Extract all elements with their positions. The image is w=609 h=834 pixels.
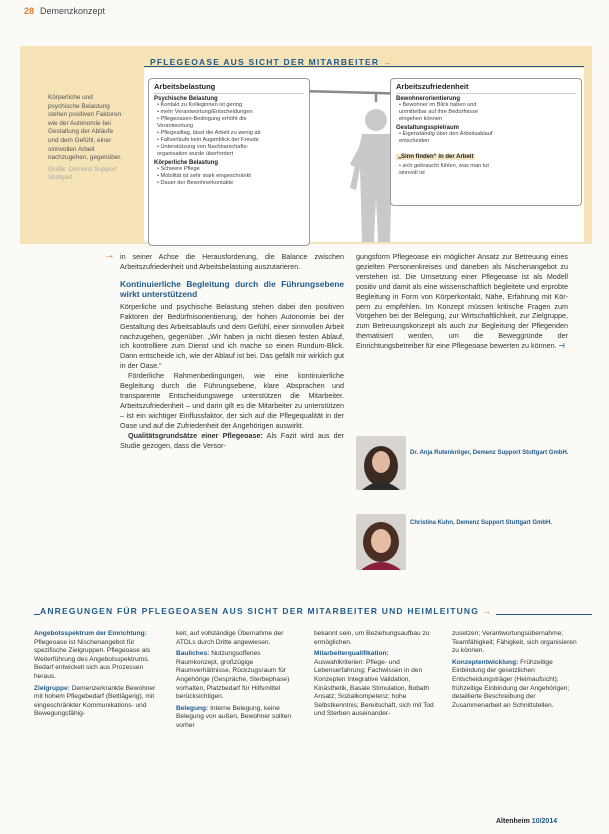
recommendations-column-2	[176, 630, 300, 734]
box-list-item: • Unterstützung von Nachbarschafts-	[157, 144, 249, 150]
recommendation-text: Demenzerkrankte Bewohner mit hohem Pflegebedarf (Bettlägerig), mit eingeschränkter Kommunikations- und Bewegungsfähig-	[34, 684, 156, 718]
author-portrait-illustration	[356, 436, 406, 490]
bottom-section-title: ANREGUNGEN FÜR PFLEGEOASEN AUS SICHT DER MITARBEITER UND HEIMLEITUNG →	[40, 606, 496, 616]
box-list-item: • Kontakt zu Kolleginnen ist gering	[157, 102, 242, 108]
recommendation-text: Frühzeitige Einbindung der gesetzlichen Entscheidungsträger (Heimaufsicht); frühzeitige Einbindung der Angehörigen; detaillierte Beschreibung der Zusammenarbeit an Schnittstellen.	[452, 658, 570, 709]
arrow-right-icon: →	[382, 57, 393, 67]
recommendation-text: Pflegeoase ist Nischenangebot für spezifische Zielgruppen. Pflegeoase als Weiterführung des Angebotsspektrums. Bedarf entwickelt sich aus Prozessen heraus.	[34, 638, 151, 680]
workload-box-title: Arbeitsbelastung	[154, 82, 304, 94]
box-subheading: Körperliche Belastung	[154, 160, 219, 166]
article-paragraph: Körperliche und psychische Belastung stehen dabei den positiven Faktoren der Bedürfnisorientierung, der hohen Autonomie bei der Gestaltung des Arbeitsablaufs und dem Gefühl, einer sinnvollen Arbeit nachzugehen, gegenüber. „Wir haben ja nicht diesen festen Ablauf, ich kontrolliere zum Dienst und ich mache so einen Rundum-Blick. Dann entscheide ich, wie der Ablauf ist bei. Das gefällt mir wirklich gut in der Oase.“	[120, 301, 344, 371]
article-subheading: Kontinuierliche Begleitung durch die Führungsebene wirkt unterstützend	[120, 278, 344, 300]
recommendation-text: bekannt sein, um Beziehungsaufbau zu ermöglichen.	[314, 630, 430, 646]
article-end-mark: ⊣	[558, 341, 565, 351]
recommendation-key: Belegung:	[176, 704, 209, 712]
box-list-item: • Eigenständig über den Arbeitsablauf	[399, 131, 493, 137]
recommendation-key: Bauliches:	[176, 650, 210, 658]
box-list-item: entscheiden	[399, 138, 430, 144]
page-footer	[496, 818, 557, 825]
recommendation-text: keit, auf vollständige Übernahme der ATDLs durch Dritte angewiesen.	[176, 630, 284, 646]
recommendations-column-4	[452, 630, 580, 713]
recommendation-key: Konzeptentwicklung:	[452, 658, 519, 666]
author-photo-rutenkroeger	[356, 436, 406, 490]
author-photo-kuhn	[356, 514, 406, 570]
recommendation-key: Zielgruppe:	[34, 684, 70, 692]
issue-number: 10/2014	[531, 818, 558, 825]
box-list-item: • sich gebraucht fühlen, was man tut	[399, 163, 489, 169]
top-section-title: PFLEGEOASE AUS SICHT DER MITARBEITER →	[150, 57, 393, 67]
section-title: Demenzkonzept	[40, 6, 106, 16]
page-header	[24, 6, 105, 16]
page-number: 28	[24, 6, 35, 16]
box-subheading-highlighted: „Sinn finden“ in der Arbeit	[398, 154, 474, 160]
article-column-2	[356, 252, 568, 351]
workload-box	[148, 78, 310, 246]
recommendation-text: Interne Belegung, keine Belegung von außen, Bewohner sollten vorher	[176, 704, 292, 729]
box-list-item: sinnvoll ist	[399, 170, 425, 176]
recommendation-key: Mitarbeiterqualifikation:	[314, 650, 389, 658]
figure-caption	[48, 94, 122, 183]
recommendations-column-1	[34, 630, 164, 722]
box-list-item: • Dauer der Bewohnerkontakte	[157, 180, 234, 186]
article-lead: in seiner Achse die Herausforderung, die Balance zwischen Arbeitszufriedenheit und Arbeitsbelastung auszutarieren.	[120, 252, 344, 271]
box-list-item: unmittelbar auf ihre Bedürfnisse	[399, 109, 478, 115]
box-list-item: • Mobilität ist sehr stark eingeschränkt	[157, 173, 251, 179]
job-satisfaction-box	[390, 78, 582, 206]
continuation-arrow-icon: →	[104, 249, 115, 261]
recommendation-text: Auswahlkriterien: Pflege- und Lebenserfahrung; Fachwissen in den Konzepten Integrative Validation, Kinästhetik, Basale Stimulation, Bobath Ansatz; Sozialkompetenz; hohe Selbstkenntnis; Bereitschaft, sich mit Tod und Sterben auseinander-	[314, 658, 434, 718]
box-list-item: eingehen können	[399, 116, 442, 122]
recommendation-text: Nutzungsoffenes Raumkonzept, großzügige Raumverhältnisse, Rückzugsraum für Angehörige (Gespräche, Sterbephase) vorhalten, Platzbedarf für Hilfsmittel berücksichtigen.	[176, 650, 290, 701]
box-subheading: Bewohnerorientierung	[396, 96, 461, 102]
author-portrait-illustration	[356, 514, 406, 570]
box-subheading: Gestaltungsspielraum	[396, 125, 460, 131]
author-caption: Dr. Anja Rutenkröger, Demenz Support Stuttgart GmbH.	[410, 450, 569, 456]
box-list-item: • Pflegealltag, lässt die Arbeit zu wenig ab	[157, 130, 261, 136]
author-caption: Christina Kuhn, Demenz Support Stuttgart GmbH.	[410, 520, 552, 526]
magazine-name: Altenheim	[496, 818, 530, 825]
box-list-item: • Bewohner im Blick haben und	[399, 102, 477, 108]
recommendations-column-3	[314, 630, 438, 722]
arrow-right-icon: →	[482, 606, 493, 616]
caption-source: Grafik: Demenz Support Stuttgart	[48, 165, 117, 182]
article-paragraph: gungsform Pflegeoase ein möglicher Ansatz zur Betreuung eines gezielten Personenkreises und daneben als Nischenangebot zu verstehen ist. Die Umsetzung einer Pflegeoase ist als Modell positiv und damit als eine wissenschaftlich begleitete und erprobte Begleitung in Form von Körperkontakt, Nähe, Erfahrung mit Kör- pern zu empfehlen. Im Konzept müssen kritische Fragen zum Vorgehen bei der Belegung, zur Wirtschaftlichkeit, zur Zielgruppe, zum Betreuungskonzept als auch zur Begleitung der Pflegenden thematisiert werden, um die Beweggründe der Einrichtungsbetreiber für eine Pflegeoase bewerten zu können.	[356, 252, 568, 351]
article-paragraph: Förderliche Rahmenbedingungen, wie eine kontinuierliche Begleitung durch die Führungsebene, klare Absprachen und transparente Entscheidungswege unterstützen die Mitarbeiter. Arbeitszufriedenheit – und darin gilt es die Mitarbeiter zu unterstützen – ist ein wichtiger Einflussfaktor, der sich auf die Pflegequalität in der Oase und auf die Zufriedenheit der Angehörigen auswirkt.	[120, 371, 344, 430]
box-list-item: • Schwere Pflege	[157, 166, 200, 172]
box-list-item: • Fallverläufe kein Augenblick der Freude	[157, 137, 259, 143]
caption-text: Körperliche und psychische Belastung stehen positiven Faktoren wie der Autonomie bei Gestaltung der Abläufe und dem Gefühl, einer sinnvollen Arbeit nachzugehen, gegenüber.	[48, 94, 122, 162]
article-inline-heading: Qualitätsgrundsätze einer Pflegeoase:	[128, 430, 263, 440]
article-paragraph: Als Fazit wird aus der Studie gezogen, dass die Versor-	[120, 430, 344, 450]
recommendation-text: zusetzen; Verantwortungsübernahme; Teamfähigkeit; Fähigkeit, sich organisieren zu können.	[452, 630, 577, 655]
box-list-item: organisation wurde überfordert	[157, 151, 234, 157]
box-list-item: • mehr Verantwortung/Entscheidungen	[157, 109, 253, 115]
article-column-1	[104, 249, 344, 450]
box-list-item: • Pflegeoasen-Bedingung erhöht die	[157, 116, 247, 122]
job-satisfaction-box-title: Arbeitszufriedenheit	[396, 82, 576, 94]
box-list-item: Verantwortung	[157, 123, 194, 129]
workload-figure	[144, 68, 584, 242]
recommendation-key: Angebotsspektrum der Einrichtung:	[34, 630, 147, 637]
box-subheading: Psychische Belastung	[154, 96, 218, 102]
